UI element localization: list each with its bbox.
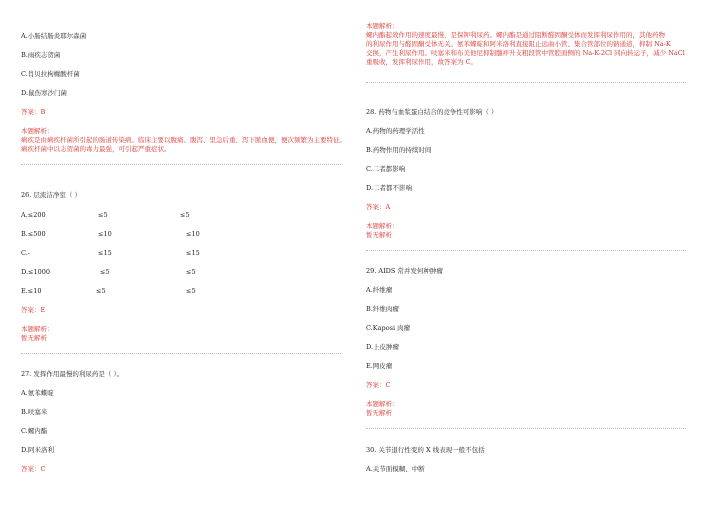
answer: 答案：A xyxy=(366,203,391,211)
question-stem: 28. 药物与血浆蛋白结合的竞争性可影响（ ） xyxy=(366,108,498,116)
table-cell: A.≤200 xyxy=(21,211,46,219)
analysis-line: 的利尿作用与醛固酮受体无关。氨苯蝶啶和阿米洛利直接阻止远曲小管、集合管部位的钠通道，抑制 Na-K xyxy=(366,40,671,48)
question-stem: 30. 关节退行性变的 X 线表现一般不包括 xyxy=(366,446,485,454)
option-d: D.二者都不影响 xyxy=(366,184,413,192)
option-a: A.关节面模糊、中断 xyxy=(366,465,425,473)
question-stem: 26. 层流洁净室（ ） xyxy=(21,191,81,199)
option-b: B.雨疾志贺菌 xyxy=(21,51,61,59)
analysis-line: 螺内酯起效作用的速度最慢，是保钾利尿药。螺内酯是通过阻断醛固酮受体而发挥利尿作用的，其他药物 xyxy=(366,31,665,39)
analysis-text: 暂无解析 xyxy=(21,334,47,342)
option-c: C.Kaposi 肉瘤 xyxy=(366,324,411,332)
analysis-title: 本题解析： xyxy=(21,127,54,135)
analysis-line: 交换，产生利尿作用。呋塞米和布美他尼抑制髓袢升支粗段管中管腔面侧的 Na-K-2Cl 同向转运子，减少 NaCl xyxy=(366,49,685,57)
table-cell: E.≤10 xyxy=(21,287,42,295)
option-a: A.氨苯蝶啶 xyxy=(21,389,54,397)
table-cell: C.- xyxy=(21,249,31,257)
divider xyxy=(366,428,686,429)
table-cell: ≤5 xyxy=(186,287,196,295)
option-d: D.鼠伤寒沙门菌 xyxy=(21,89,68,97)
table-cell: B.≤500 xyxy=(21,230,46,238)
divider xyxy=(366,250,686,251)
option-d: D.上皮肿瘤 xyxy=(366,343,400,351)
table-cell: ≤15 xyxy=(186,249,200,257)
option-a: A.纤维瘤 xyxy=(366,286,393,294)
option-c: C.螺内酯 xyxy=(21,427,48,435)
answer: 答案：B xyxy=(21,108,46,116)
table-cell: D.≤1000 xyxy=(21,268,51,276)
option-c: C.二者都影响 xyxy=(366,165,406,173)
analysis-line: 痢疾是由痢疾杆菌所引起的肠道传染病。临床主要以腹痛、腹泻、里急后重、泻下脓血便，便次频繁为主要特征。 xyxy=(21,136,346,144)
option-a: A.药物的药理学活性 xyxy=(366,127,425,135)
table-cell: ≤10 xyxy=(186,230,200,238)
divider xyxy=(21,164,341,165)
table-cell: ≤5 xyxy=(100,268,110,276)
table-cell: ≤15 xyxy=(98,249,112,257)
question-stem: 27. 发挥作用最慢的利尿药是（ ）。 xyxy=(21,370,124,378)
divider xyxy=(21,353,341,354)
divider xyxy=(366,82,686,83)
option-d: D.阿米洛利 xyxy=(21,446,55,454)
table-cell: ≤5 xyxy=(180,211,190,219)
analysis-line: 重吸收，发挥利尿作用，故答案为 C。 xyxy=(366,58,478,66)
analysis-title: 本题解析： xyxy=(366,222,399,230)
table-cell: ≤10 xyxy=(98,230,112,238)
option-e: E.网皮瘤 xyxy=(366,362,393,370)
analysis-title: 本题解析： xyxy=(366,22,399,30)
option-a: A.小肠结肠炎耶尔森菌 xyxy=(21,32,87,40)
analysis-text: 暂无解析 xyxy=(366,409,392,417)
left-column xyxy=(0,0,346,508)
analysis-title: 本题解析： xyxy=(366,400,399,408)
analysis-title: 本题解析： xyxy=(21,325,54,333)
option-b: B.药物作用的持续时间 xyxy=(366,146,432,154)
answer: 答案：E xyxy=(21,306,46,314)
table-cell: ≤5 xyxy=(186,268,196,276)
analysis-line: 痢疾杆菌中以志贺菌的毒力最强，可引起严重症状。 xyxy=(21,145,171,153)
answer: 答案：C xyxy=(21,465,46,473)
analysis-text: 暂无解析 xyxy=(366,231,392,239)
table-cell: ≤5 xyxy=(96,287,106,295)
option-b: B.纤维肉瘤 xyxy=(366,305,399,313)
question-stem: 29. AIDS 常并发何种肿瘤 xyxy=(366,267,443,275)
option-b: B.呋塞米 xyxy=(21,408,48,416)
answer: 答案：C xyxy=(366,381,391,389)
option-c: C.肖贝拉枸橼酸杆菌 xyxy=(21,70,80,78)
table-cell: ≤5 xyxy=(98,211,108,219)
right-column xyxy=(360,0,700,508)
